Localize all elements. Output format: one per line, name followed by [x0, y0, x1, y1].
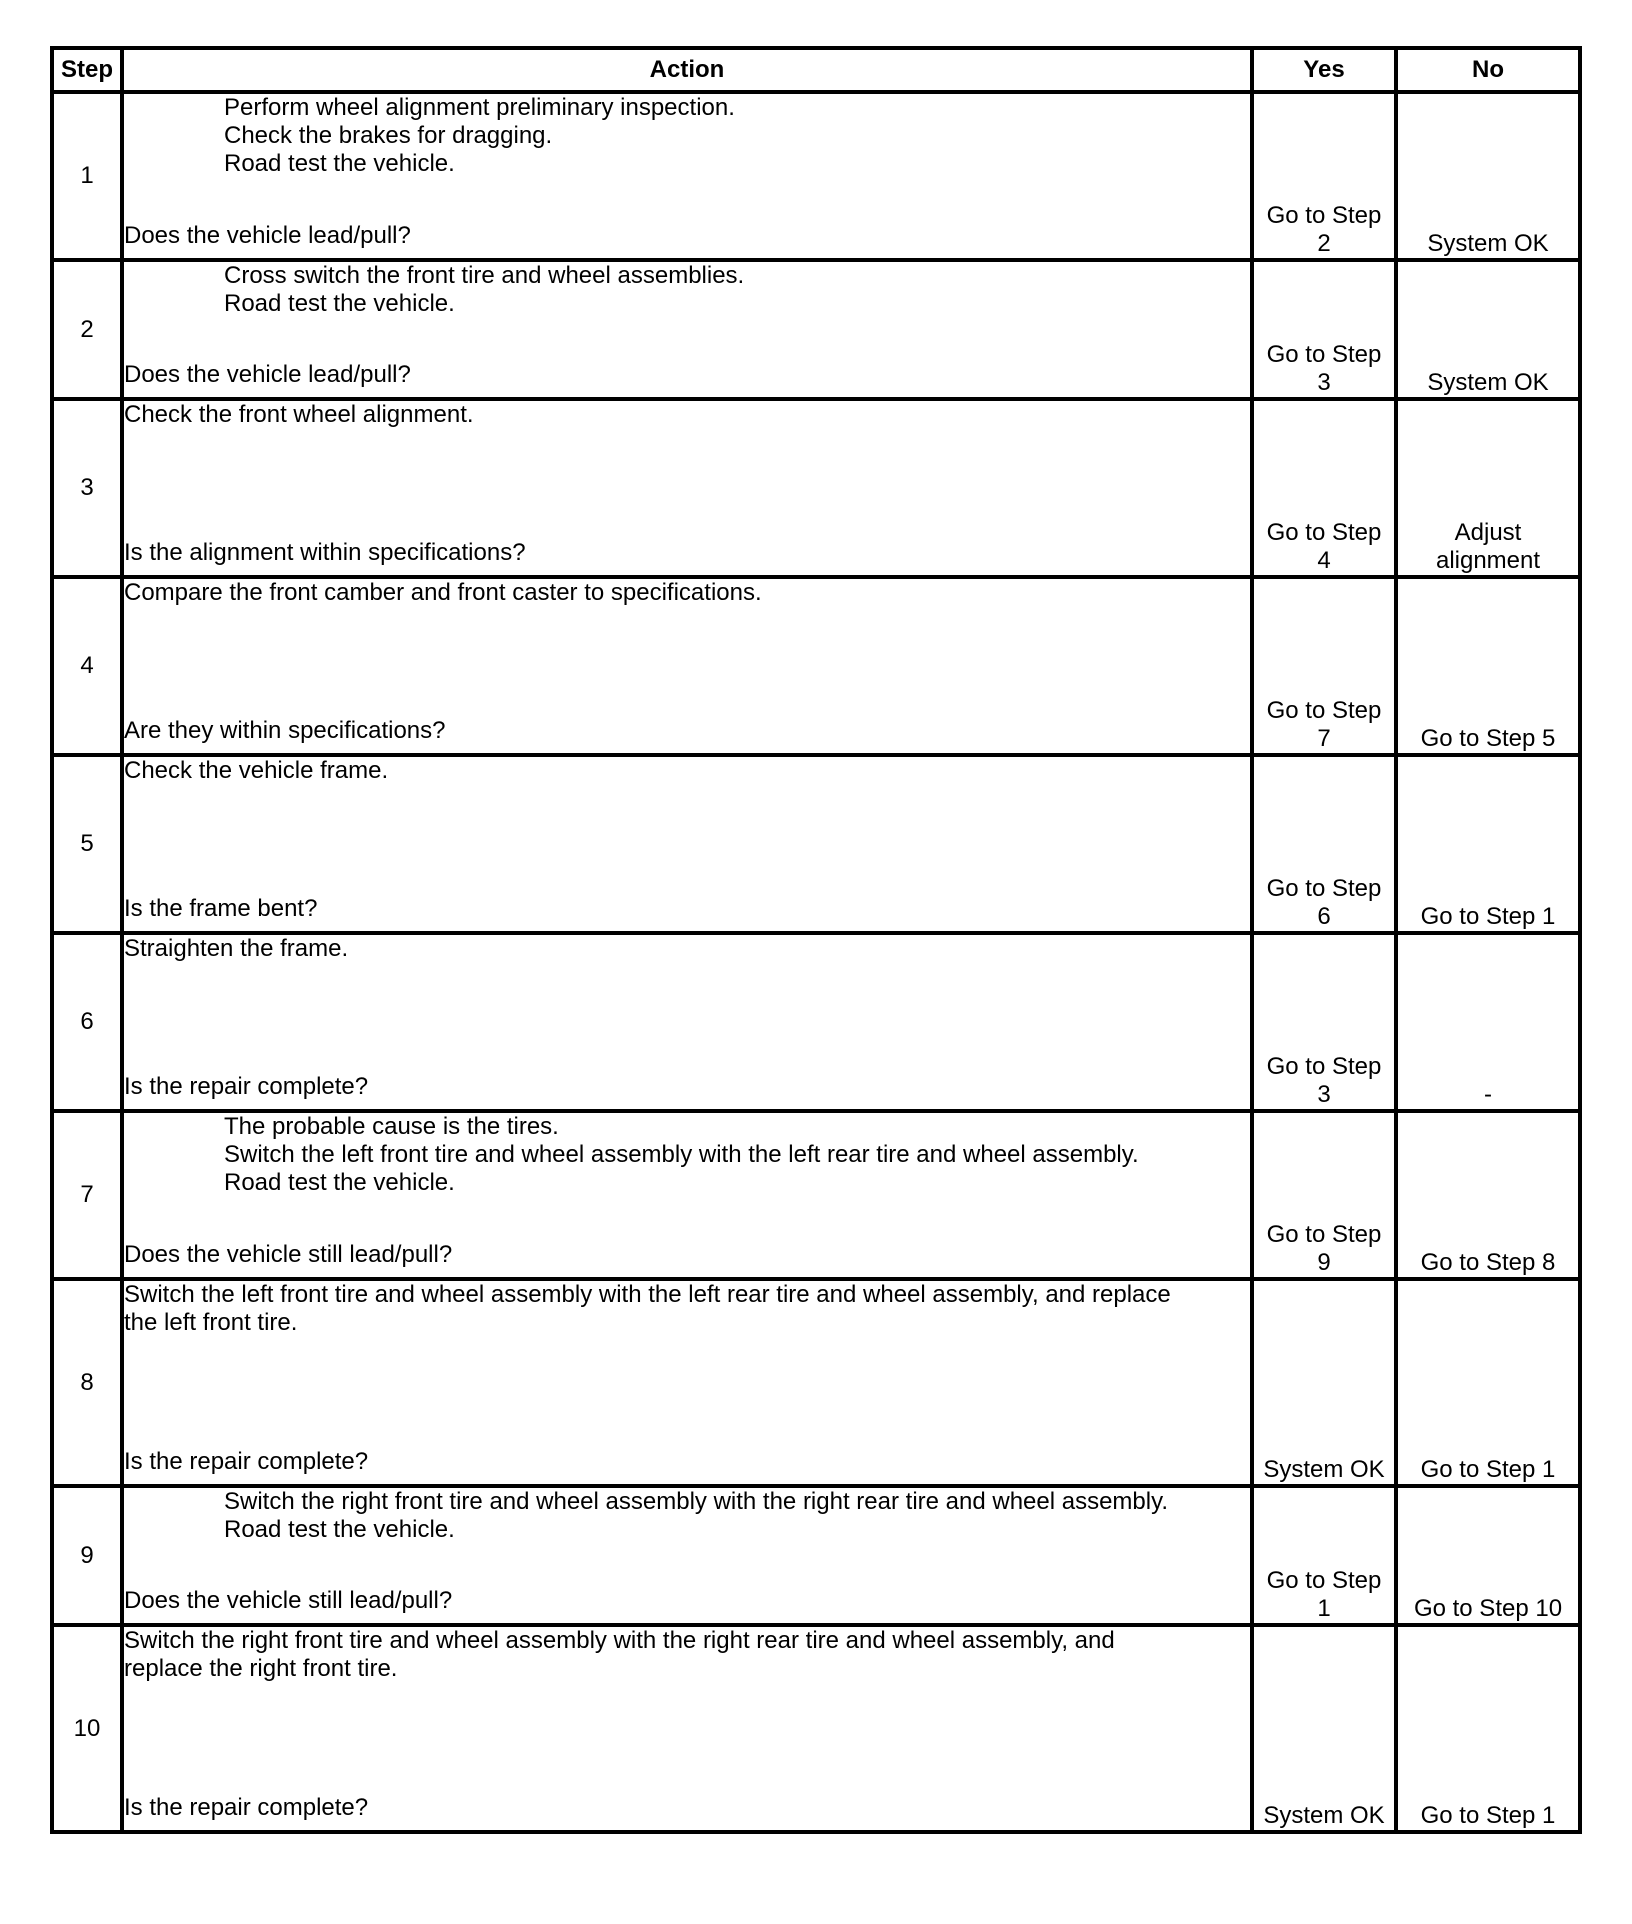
action-line: Switch the left front tire and wheel assembly with the left rear tire and wheel assembly, and replace [124, 1281, 1171, 1308]
action-line: Compare the front camber and front caster to specifications. [124, 579, 762, 606]
action-cell [122, 399, 1252, 577]
table-row [52, 1279, 1580, 1486]
action-line: Road test the vehicle. [224, 150, 455, 177]
action-cell [122, 1111, 1252, 1279]
action-line: Switch the left front tire and wheel assembly with the left rear tire and wheel assembly. [224, 1141, 1139, 1168]
table-row [52, 399, 1580, 577]
action-cell [122, 260, 1252, 399]
header-no: No [1396, 48, 1580, 92]
action-line: Road test the vehicle. [224, 1169, 455, 1196]
action-line: Switch the right front tire and wheel assembly with the right rear tire and wheel assembly, and [124, 1627, 1115, 1654]
step-number: 7 [52, 1111, 122, 1279]
action-instructions [124, 757, 1250, 785]
yes-result [1252, 933, 1396, 1111]
action-line: Switch the right front tire and wheel assembly with the right rear tire and wheel assembly. [224, 1488, 1168, 1515]
yes-result [1252, 1111, 1396, 1279]
action-instructions [124, 401, 1250, 429]
step-number: 10 [52, 1625, 122, 1832]
table-row [52, 577, 1580, 755]
action-line: Straighten the frame. [124, 935, 349, 962]
table-row [52, 933, 1580, 1111]
action-question: Is the alignment within specifications? [124, 539, 526, 566]
action-instructions [124, 935, 1250, 963]
no-result-text: Go to Step 8 [1420, 1249, 1556, 1276]
header-row [52, 48, 1580, 92]
action-question: Are they within specifications? [124, 717, 446, 744]
no-result [1396, 1279, 1580, 1486]
no-result [1396, 260, 1580, 399]
no-result-text: Go to Step 1 [1420, 1456, 1556, 1483]
no-result-text: Go to Step 1 [1420, 1802, 1556, 1829]
action-line: Check the front wheel alignment. [124, 401, 474, 428]
no-result-text: Go to Step 1 [1420, 903, 1556, 930]
table-row [52, 1486, 1580, 1625]
yes-result [1252, 1486, 1396, 1625]
action-instructions [124, 262, 1250, 318]
action-question: Does the vehicle still lead/pull? [124, 1241, 453, 1268]
action-line: Perform wheel alignment preliminary inspection. [224, 94, 735, 121]
no-result [1396, 1486, 1580, 1625]
yes-result-text: Go to Step 1 [1266, 1567, 1382, 1622]
yes-result-text: Go to Step 3 [1266, 1053, 1382, 1108]
action-question: Is the repair complete? [124, 1073, 369, 1100]
action-cell [122, 755, 1252, 933]
no-result [1396, 399, 1580, 577]
action-line: The probable cause is the tires. [224, 1113, 559, 1140]
no-result [1396, 577, 1580, 755]
table-row [52, 1111, 1580, 1279]
action-question: Does the vehicle lead/pull? [124, 361, 411, 388]
step-number: 5 [52, 755, 122, 933]
yes-result-text: Go to Step 9 [1266, 1221, 1382, 1276]
action-line: Check the brakes for dragging. [224, 122, 553, 149]
table-row [52, 92, 1580, 260]
action-question: Is the repair complete? [124, 1794, 369, 1821]
action-instructions [124, 1627, 1250, 1683]
action-cell [122, 1486, 1252, 1625]
action-instructions [124, 1281, 1250, 1337]
yes-result-text: Go to Step 2 [1266, 202, 1382, 257]
yes-result-text: Go to Step 6 [1266, 875, 1382, 930]
action-instructions [124, 94, 1250, 178]
yes-result [1252, 1279, 1396, 1486]
no-result [1396, 1625, 1580, 1832]
no-result [1396, 92, 1580, 260]
no-result-text: System OK [1427, 230, 1549, 257]
step-number: 2 [52, 260, 122, 399]
action-question: Is the repair complete? [124, 1448, 369, 1475]
step-number: 6 [52, 933, 122, 1111]
yes-result [1252, 577, 1396, 755]
header-step: Step [52, 48, 122, 92]
no-result-text: System OK [1427, 369, 1549, 396]
header-action: Action [122, 48, 1252, 92]
action-instructions [124, 1488, 1250, 1544]
action-line: Road test the vehicle. [224, 290, 455, 317]
action-line: Cross switch the front tire and wheel assemblies. [224, 262, 745, 289]
diagnostic-table [50, 46, 1582, 1834]
no-result-text: Go to Step 10 [1413, 1595, 1563, 1622]
no-result [1396, 933, 1580, 1111]
action-question: Does the vehicle lead/pull? [124, 222, 411, 249]
no-result-text: Adjust alignment [1435, 519, 1541, 574]
step-number: 9 [52, 1486, 122, 1625]
no-result [1396, 755, 1580, 933]
action-cell [122, 92, 1252, 260]
action-line: replace the right front tire. [124, 1655, 398, 1682]
action-cell [122, 1625, 1252, 1832]
action-instructions [124, 579, 1250, 607]
yes-result-text: Go to Step 7 [1266, 697, 1382, 752]
table-row [52, 260, 1580, 399]
yes-result-text: Go to Step 3 [1266, 341, 1382, 396]
yes-result [1252, 1625, 1396, 1832]
yes-result [1252, 260, 1396, 399]
header-yes: Yes [1252, 48, 1396, 92]
step-number: 8 [52, 1279, 122, 1486]
action-cell [122, 577, 1252, 755]
action-instructions [124, 1113, 1250, 1197]
action-question: Does the vehicle still lead/pull? [124, 1587, 453, 1614]
yes-result [1252, 755, 1396, 933]
yes-result-text: Go to Step 4 [1266, 519, 1382, 574]
no-result-text: Go to Step 5 [1420, 725, 1556, 752]
action-cell [122, 1279, 1252, 1486]
step-number: 4 [52, 577, 122, 755]
action-question: Is the frame bent? [124, 895, 318, 922]
step-number: 3 [52, 399, 122, 577]
yes-result-text: System OK [1263, 1802, 1385, 1829]
no-result-text: - [1484, 1081, 1492, 1108]
action-cell [122, 933, 1252, 1111]
action-line: the left front tire. [124, 1309, 298, 1336]
step-number: 1 [52, 92, 122, 260]
action-line: Road test the vehicle. [224, 1516, 455, 1543]
table-row [52, 1625, 1580, 1832]
yes-result [1252, 92, 1396, 260]
table-row [52, 755, 1580, 933]
no-result [1396, 1111, 1580, 1279]
yes-result [1252, 399, 1396, 577]
yes-result-text: System OK [1263, 1456, 1385, 1483]
action-line: Check the vehicle frame. [124, 757, 389, 784]
